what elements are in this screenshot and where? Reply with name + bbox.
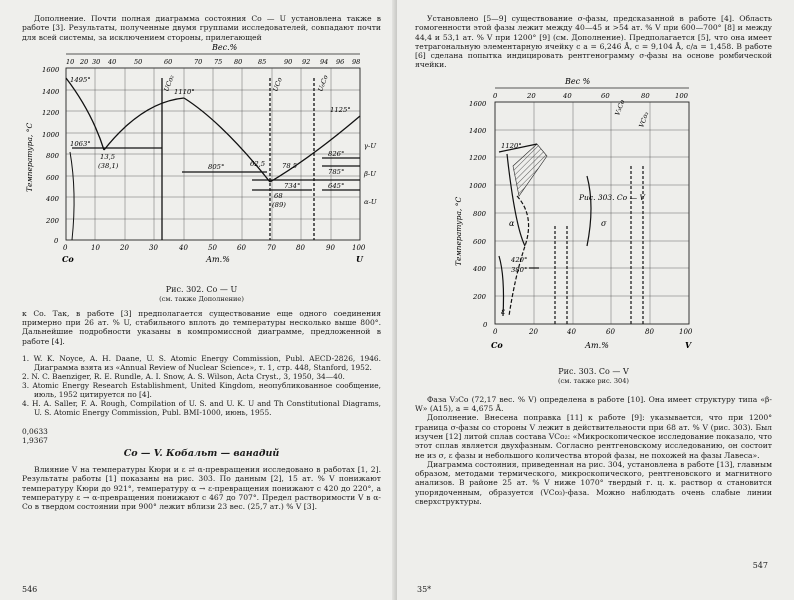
side-number: 0,0633 xyxy=(22,427,48,437)
co-u-top-ticks xyxy=(66,58,360,66)
bottom-tick: 90 xyxy=(326,243,335,252)
right-final-text: Диаграмма состояния, приведенная на рис. 304, установлена в работе [13], главным образом, методами термического, микроскопического, рентгеновского и магнитного анализов. В районе 25 ат. % V ниже 1070° твердый г. ц. к. раствор α становится упорядоченным, образуется (VCo₃)-фаза. Можно наблюдать очень слабые линии сверхструктуры. xyxy=(415,459,772,507)
co-u-top-axis-label: Вес.% xyxy=(212,42,238,52)
annotation: α xyxy=(509,218,515,228)
y-tick: 1200 xyxy=(42,108,60,117)
co-v-top-axis-label: Вес % xyxy=(565,76,591,86)
annotation: 380° xyxy=(511,265,528,274)
co-v-bottom-left: Co xyxy=(491,339,503,350)
annotation: 1495° xyxy=(70,75,91,84)
top-tick: 85 xyxy=(258,57,267,66)
y-tick: 200 xyxy=(473,292,486,301)
phase-label: β-U xyxy=(364,169,376,178)
co-v-compound-label: VCo₃ xyxy=(637,110,651,129)
annotation: 13,5 xyxy=(100,152,116,161)
co-u-x-axis-label: Ат.% xyxy=(206,254,230,264)
y-tick: 1000 xyxy=(42,130,60,139)
co-v-x-axis-label: Ат.% xyxy=(585,340,609,350)
annotation: ε xyxy=(501,306,506,316)
y-tick: 600 xyxy=(473,237,486,246)
right-page xyxy=(397,0,794,600)
annotation: 1125° xyxy=(330,105,351,114)
annotation: 420° xyxy=(511,255,528,264)
annotation: 805° xyxy=(208,162,225,171)
co-v-diagram-svg xyxy=(455,76,715,362)
top-tick: 96 xyxy=(336,57,345,66)
co-u-compound-label: UCo₂ xyxy=(162,73,176,93)
reference-item: 3. Atomic Energy Research Establishment, United Kingdom, неопубликованное сообщение, июль, 1952 цитируется по [4]. xyxy=(22,381,381,400)
top-tick: 60 xyxy=(164,57,173,66)
co-u-bottom-left: Co xyxy=(62,253,74,264)
co-v-bottom-ticks xyxy=(493,328,693,336)
co-u-caption: Рис. 302. Co — U xyxy=(165,284,238,294)
top-tick: 92 xyxy=(302,57,311,66)
top-tick: 75 xyxy=(214,57,223,66)
y-tick: 200 xyxy=(46,216,59,225)
bottom-tick: 50 xyxy=(208,243,217,252)
right-intro-text: Установлено [5—9] существование σ-фазы, предсказанной в работе [4]. Область гомогенности этой фазы лежит между 40—45 и >54 ат. % V при 600—700° [8] и между 44,4 и 53,1 ат. % V при 1200° [9] (см. Дополнение). Предполагается [5], что она имеет тетрагональную элементарную ячейку с а = 6,246 Å, с = 9,104 Å, с/а = 1,458. В работе [6] сделана попытка индицировать рентгенограмму σ-фазы на основе ромбической ячейки. xyxy=(415,14,772,70)
top-tick: 60 xyxy=(601,91,610,100)
y-tick: 400 xyxy=(473,264,486,273)
annotation: 62,5 xyxy=(250,159,266,168)
co-u-y-axis-label: Температура, °С xyxy=(25,122,34,192)
annotation: 1120° xyxy=(501,141,522,150)
co-v-caption-note: (см. также рис. 304) xyxy=(557,376,629,385)
side-number: 1,9367 xyxy=(22,436,48,446)
top-tick: 94 xyxy=(320,57,329,66)
y-tick: 1600 xyxy=(42,65,60,74)
signature-mark: 35* xyxy=(417,585,432,594)
co-u-phase-diagram xyxy=(22,42,381,303)
y-tick: 1600 xyxy=(469,99,487,108)
annotation: 1063° xyxy=(70,139,91,148)
bottom-tick: 40 xyxy=(179,243,188,252)
phase-label: α-U xyxy=(364,197,377,206)
reference-item: 2. N. C. Baenziger, R. E. Rundle, A. I. Snow, A. S. Wilson, Acta Cryst., 3, 1950, 34—40. xyxy=(22,372,345,382)
co-u-y-ticks xyxy=(42,66,60,245)
bottom-tick: 70 xyxy=(267,243,276,252)
annotation: 1110° xyxy=(174,87,195,96)
page-number-left: 546 xyxy=(22,585,38,594)
co-v-compound-label: V₃Co xyxy=(613,98,627,117)
co-v-top-ticks xyxy=(493,92,689,100)
top-tick: 80 xyxy=(234,57,243,66)
co-v-bottom-right: V xyxy=(685,339,692,350)
right-after-text: Фаза V₃Co (72,17 вес. % V) определена в работе [10]. Она имеет структуру типа «β-W» (A15), а = 4,675 Å. xyxy=(415,394,772,414)
annotation: σ xyxy=(601,218,607,228)
reference-item: 4. H. A. Saller, F. A. Rough, Compilation of U. S. and U. K. U and Th Constitutional Diagrams, U. S. Atomic Energy Commission, Publ. BMI-1000, июнь, 1955. xyxy=(22,399,381,418)
co-u-bottom-right: U xyxy=(356,253,363,264)
co-u-bottom-ticks xyxy=(63,244,366,252)
bottom-tick: 0 xyxy=(63,243,68,252)
annotation: 68 xyxy=(274,191,283,200)
top-tick: 20 xyxy=(527,91,536,100)
top-tick: 80 xyxy=(641,91,650,100)
section-title-co-v: Co — V. Кобальт — ванадий xyxy=(123,448,280,460)
y-tick: 1400 xyxy=(42,87,60,96)
co-u-solvus xyxy=(70,152,74,240)
annotation: (38,1) xyxy=(98,161,119,170)
y-tick: 1200 xyxy=(469,153,487,162)
page-number-right: 547 xyxy=(752,561,768,570)
y-tick: 1400 xyxy=(469,126,487,135)
top-tick: 90 xyxy=(284,57,293,66)
right-addendum-text: Дополнение. Внесена поправка [11] к работе [9]: указывается, что при 1200° граница σ-фазы со стороны V лежит в действительности при 68 ат. % V (рис. 303). Был изучен [12] литой сплав состава VCo₂: «Микроскопическое исследование показало, что этот сплав является двухфазным. Согласно рентгеновскому исследованию, он состоит не из σ, ε фазы и небольшого количества второй фазы, не похожей на фазы Лавеса». xyxy=(415,413,772,460)
y-tick: 800 xyxy=(473,209,486,218)
bottom-tick: 80 xyxy=(296,243,305,252)
co-u-liquidus-u xyxy=(270,116,360,182)
left-references xyxy=(22,354,381,417)
bottom-tick: 60 xyxy=(237,243,246,252)
co-v-caption: Рис. 303. Co — V xyxy=(558,366,629,376)
co-u-annotations xyxy=(70,73,351,209)
co-v-phase-diagram xyxy=(455,76,772,385)
top-tick: 30 xyxy=(92,57,101,66)
bottom-tick: 100 xyxy=(679,327,693,336)
co-v-hatched-region xyxy=(513,144,547,196)
co-u-compound-label: UCo xyxy=(271,76,284,93)
bottom-tick: 0 xyxy=(493,327,498,336)
top-tick: 98 xyxy=(352,57,361,66)
bottom-tick: 20 xyxy=(529,327,538,336)
co-v-caption-inline: Рис. 303. Co — V xyxy=(579,192,645,202)
co-u-compound-label: U₆Co xyxy=(316,73,330,93)
annotation: 734° xyxy=(284,181,301,190)
top-tick: 0 xyxy=(493,91,498,100)
bottom-tick: 80 xyxy=(645,327,654,336)
top-tick: 40 xyxy=(108,57,117,66)
left-intro-text: Дополнение. Почти полная диаграмма состояния Co — U установлена также в работе [3]. Результаты, полученные двумя группами исследователей, совпадают почти для всей системы, за исключением стороны, прилегающей xyxy=(22,14,381,42)
annotation: 78,5 xyxy=(282,161,298,170)
y-tick: 0 xyxy=(54,236,59,245)
y-tick: 800 xyxy=(46,151,59,160)
co-u-phase-labels xyxy=(363,142,377,206)
co-v-y-axis-label: Температура, °С xyxy=(454,196,463,266)
side-numbers xyxy=(22,427,381,445)
left-section-text: Влияние V на температуры Кюри и ε ⇄ α-превращения исследовано в работах [1, 2]. Результаты работы [1] показаны на рис. 303. По данным [2], 15 ат. % V понижают температуру Кюри до 921°, температуру α → ε-превращения понижают с 420 до 220°, а температуру ε → α-превращения понижают с 467 до 707°. Предел растворимости V в α-Co в твердом состоянии при 900° лежит вблизи 23 вес. (25,7 ат.) % V [3]. xyxy=(22,465,381,512)
bottom-tick: 60 xyxy=(606,327,615,336)
y-tick: 400 xyxy=(46,194,59,203)
reference-item: 1. W. K. Noyce, A. H. Daane, U. S. Atomic Energy Commission, Publ. AECD-2826, 1946. Диаграмма взята из «Annual Review of Nuclear Science», т. 1, стр. 448, Stanford, 1952. xyxy=(22,354,381,373)
y-tick: 0 xyxy=(483,320,488,329)
annotation: 645° xyxy=(328,181,345,190)
top-tick: 70 xyxy=(194,57,203,66)
left-after-text: к Co. Так, в работе [3] предполагается существование еще одного соединения примерно при 26 ат. % U, стабильного вплоть до температуры несколько выше 800°. Дальнейшие подробности указаны в компромиссной диаграмме, предложенной в работе [4]. xyxy=(22,308,381,346)
co-v-sigma-right xyxy=(587,176,591,246)
co-v-y-ticks xyxy=(469,100,488,329)
top-tick: 20 xyxy=(80,57,89,66)
phase-label: γ-U xyxy=(364,141,377,150)
annotation: (89) xyxy=(272,200,286,209)
top-tick: 100 xyxy=(675,91,688,100)
co-u-liquidus-right xyxy=(184,98,270,182)
co-u-liquidus-mid xyxy=(104,98,184,150)
co-u-caption-note: (см. также Дополнение) xyxy=(159,294,244,303)
bottom-tick: 100 xyxy=(352,243,366,252)
top-tick: 10 xyxy=(66,57,75,66)
bottom-tick: 30 xyxy=(149,243,158,252)
bottom-tick: 20 xyxy=(120,243,129,252)
co-v-grid xyxy=(495,102,689,324)
top-tick: 50 xyxy=(134,57,143,66)
annotation: 826° xyxy=(328,149,345,158)
y-tick: 600 xyxy=(46,173,59,182)
y-tick: 1000 xyxy=(469,181,487,190)
co-u-diagram-svg xyxy=(22,42,382,280)
bottom-tick: 10 xyxy=(91,243,100,252)
bottom-tick: 40 xyxy=(567,327,576,336)
annotation: 785° xyxy=(328,167,345,176)
top-tick: 40 xyxy=(563,91,572,100)
